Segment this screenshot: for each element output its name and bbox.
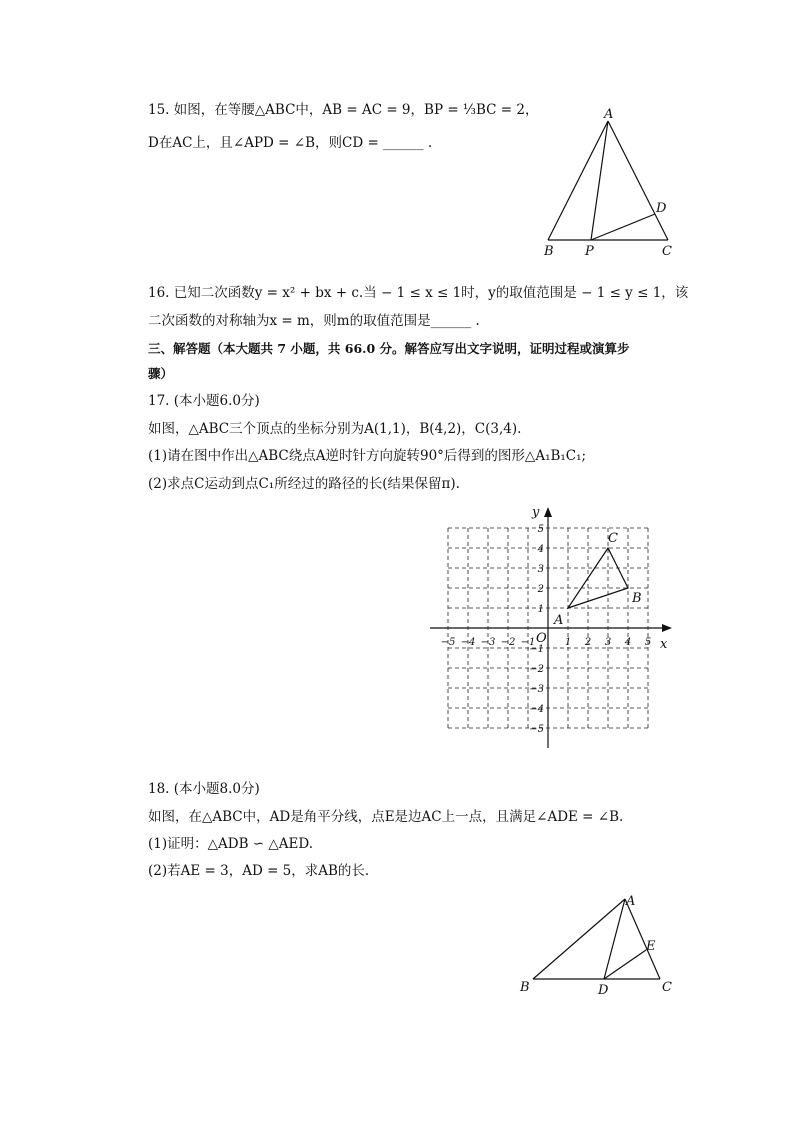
q17-axes bbox=[430, 507, 672, 748]
q18-side-AB bbox=[533, 899, 625, 979]
x-tick-label: −1 bbox=[520, 637, 536, 648]
y-tick-label: 3 bbox=[537, 564, 544, 575]
vertex-label-C: C bbox=[608, 531, 618, 546]
y-tick-label: −4 bbox=[529, 704, 544, 715]
x-tick-label: 3 bbox=[604, 637, 612, 648]
q18-triangle-figure bbox=[533, 899, 660, 979]
x-tick-label: −2 bbox=[500, 637, 516, 648]
x-tick-label: 4 bbox=[624, 637, 632, 648]
q15-triangle-figure bbox=[548, 121, 668, 240]
q17-header: 17. (本小题6.0分) bbox=[148, 393, 260, 409]
q18-label-E: E bbox=[646, 939, 656, 954]
x-axis-arrow-icon bbox=[662, 624, 672, 632]
y-tick-label: −3 bbox=[529, 684, 544, 695]
q16-line-1: 16. 已知二次函数y = x² + bx + c.当 − 1 ≤ x ≤ 1时，y的取值范围是 − 1 ≤ y ≤ 1，该 bbox=[148, 285, 689, 301]
y-tick-label: −2 bbox=[529, 664, 544, 675]
q18-label-A: A bbox=[626, 894, 636, 909]
x-tick-label: −5 bbox=[440, 637, 456, 648]
y-tick-label: 4 bbox=[537, 544, 544, 555]
y-tick-label: −5 bbox=[529, 724, 544, 735]
y-axis-arrow-icon bbox=[544, 507, 552, 517]
q16-line-2: 二次函数的对称轴为x = m，则m的取值范围是______ . bbox=[148, 313, 480, 329]
y-tick-label: −1 bbox=[529, 644, 544, 655]
y-tick-label: 5 bbox=[537, 524, 544, 535]
y-tick-label: 2 bbox=[537, 584, 544, 595]
q17-origin-label: O bbox=[536, 631, 547, 646]
q15-side-AC bbox=[608, 121, 668, 240]
q17-line-2: (1)请在图中作出△ABC绕点A逆时针方向旋转90°后得到的图形△A₁B₁C₁; bbox=[148, 448, 587, 464]
q17-x-axis-label: x bbox=[660, 637, 668, 652]
q15-line-2: D在AC上，且∠APD = ∠B，则CD = ______ . bbox=[148, 135, 433, 151]
q18-label-D: D bbox=[598, 983, 609, 998]
x-tick-label: −3 bbox=[480, 637, 496, 648]
q15-segment-PD bbox=[591, 214, 655, 240]
x-tick-label: 2 bbox=[584, 637, 592, 648]
x-tick-label: −4 bbox=[460, 637, 476, 648]
y-tick-label: 1 bbox=[537, 604, 544, 615]
q17-y-axis-label: y bbox=[532, 505, 540, 520]
x-tick-label: 1 bbox=[564, 637, 572, 648]
q18-label-C: C bbox=[662, 980, 672, 995]
triangle-ABC bbox=[568, 548, 628, 608]
q18-label-B: B bbox=[520, 980, 530, 995]
q18-line-2: (1)证明：△ADB ∽ △AED. bbox=[148, 836, 314, 852]
vertex-label-A: A bbox=[554, 613, 564, 628]
x-tick-label: 5 bbox=[644, 637, 652, 648]
q15-label-A: A bbox=[604, 107, 614, 122]
q17-line-3: (2)求点C运动到点C₁所经过的路径的长(结果保留π). bbox=[148, 476, 460, 492]
vertex-label-B: B bbox=[632, 591, 642, 606]
q17-y-ticks bbox=[529, 524, 544, 735]
q18-header: 18. (本小题8.0分) bbox=[148, 781, 260, 797]
q17-line-1: 如图，△ABC三个顶点的坐标分别为A(1,1)，B(4,2)，C(3,4). bbox=[148, 421, 522, 437]
q15-label-B: B bbox=[544, 244, 554, 259]
q15-label-C: C bbox=[662, 244, 672, 259]
section-3-heading-1: 三、解答题（本大题共 7 小题，共 66.0 分。解答应写出文字说明，证明过程或演算步 bbox=[148, 341, 630, 356]
section-3-heading-2: 骤） bbox=[148, 366, 174, 381]
q15-label-D: D bbox=[656, 201, 667, 216]
q18-line-1: 如图，在△ABC中，AD是角平分线，点E是边AC上一点，且满足∠ADE = ∠B. bbox=[148, 809, 624, 825]
q15-line-1: 15. 如图，在等腰△ABC中，AB = AC = 9，BP = ⅓BC = 2， bbox=[148, 102, 539, 118]
q15-label-P: P bbox=[585, 244, 594, 259]
q18-line-3: (2)若AE = 3，AD = 5，求AB的长. bbox=[148, 863, 370, 879]
